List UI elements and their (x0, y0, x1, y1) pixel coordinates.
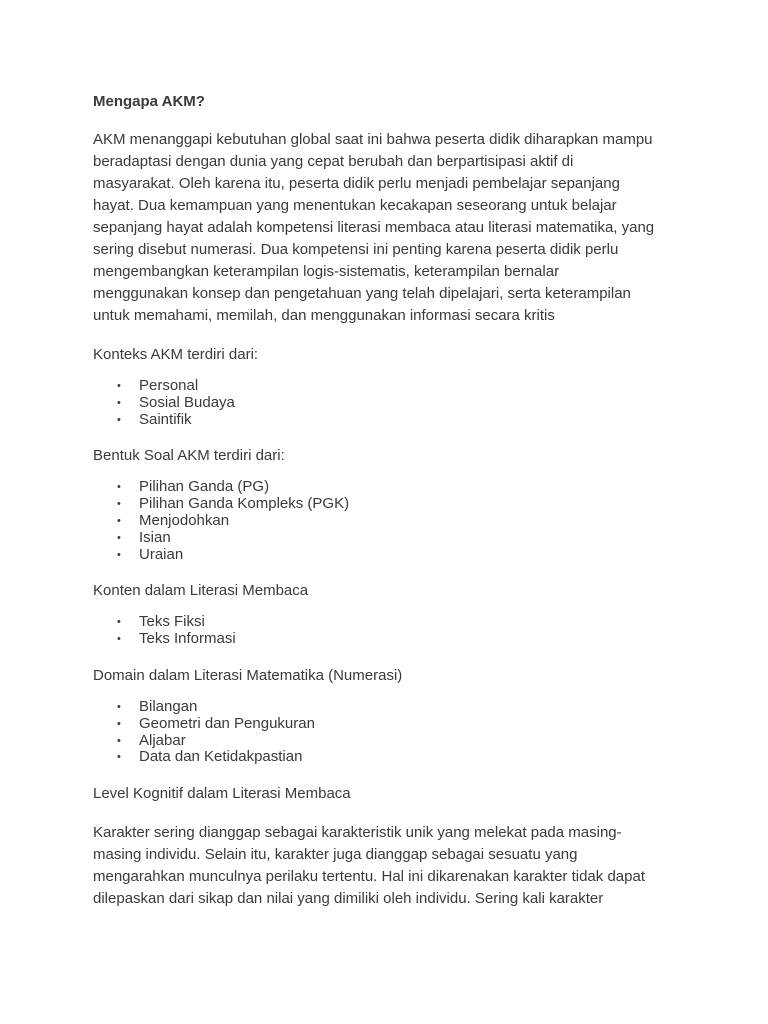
list-item: • Teks Informasi (117, 630, 236, 648)
bullet-icon: • (117, 734, 121, 747)
section-title: Bentuk Soal AKM terdiri dari: (93, 447, 285, 465)
bullet-icon: • (117, 514, 121, 527)
closing-line: mengarahkan munculnya perilaku tertentu. Hal ini dikarenakan karakter tidak dapat (93, 868, 645, 886)
intro-line: sering disebut numerasi. Dua kompetensi ini penting karena peserta didik perlu (93, 241, 619, 258)
document-content (93, 91, 683, 910)
list-item: • Isian (117, 528, 171, 546)
closing-line: Karakter sering dianggap sebagai karakteristik unik yang melekat pada masing- (93, 824, 622, 842)
intro-line: sepanjang hayat adalah kompetensi literasi membaca atau literasi matematika, yang (93, 219, 655, 236)
closing-line: dilepaskan dari sikap dan nilai yang dimiliki oleh individu. Sering kali karakter (93, 890, 604, 908)
intro-line: hayat. Dua kemampuan yang menentukan kecakapan seseorang untuk belajar (93, 197, 617, 214)
section-bentuk-soal (93, 445, 683, 563)
section-title-level-kognitif: Level Kognitif dalam Literasi Membaca (93, 785, 351, 803)
bullet-list (93, 378, 683, 428)
list-item: • Saintifik (117, 410, 192, 428)
section-konten-literasi (93, 580, 683, 648)
list-item: • Pilihan Ganda (PG) (117, 478, 270, 496)
closing-line: masing individu. Selain itu, karakter juga dianggap sebagai sesuatu yang (93, 846, 578, 864)
list-item: • Teks Fiksi (117, 613, 205, 631)
bullet-list (93, 479, 683, 563)
intro-line: mengembangkan keterampilan logis-sistematis, keterampilan bernalar (93, 263, 560, 280)
intro-line: beradaptasi dengan dunia yang cepat berubah dan berpartisipasi aktif di (93, 153, 574, 170)
intro-line: untuk memahami, memilah, dan menggunakan informasi secara kritis (93, 307, 555, 324)
page-title: Mengapa AKM? (93, 93, 205, 110)
intro-line: menggunakan konsep dan pengetahuan yang telah dipelajari, serta keterampilan (93, 285, 631, 302)
intro-line: masyarakat. Oleh karena itu, peserta didik perlu menjadi pembelajar sepanjang (93, 175, 620, 192)
bullet-icon: • (117, 531, 121, 544)
list-item: • Bilangan (117, 697, 198, 715)
section-title: Konteks AKM terdiri dari: (93, 346, 259, 363)
list-item: • Geometri dan Pengukuran (117, 714, 315, 732)
bullet-list (93, 699, 683, 766)
bullet-icon: • (117, 396, 121, 409)
list-item: • Uraian (117, 545, 184, 563)
section-title: Konten dalam Literasi Membaca (93, 582, 309, 600)
list-item: • Personal (117, 377, 199, 394)
list-item: • Sosial Budaya (117, 393, 235, 411)
bullet-icon: • (117, 548, 121, 561)
list-item: • Data dan Ketidakpastian (117, 748, 303, 766)
bullet-icon: • (117, 498, 121, 511)
list-item: • Aljabar (117, 731, 186, 749)
bullet-icon: • (117, 616, 121, 629)
intro-paragraph (93, 129, 683, 327)
closing-paragraph (93, 822, 683, 910)
section-konteks (93, 344, 683, 428)
section-title: Domain dalam Literasi Matematika (Numerasi) (93, 666, 403, 684)
list-item: • Pilihan Ganda Kompleks (PGK) (117, 495, 350, 513)
section-domain-numerasi (93, 665, 683, 766)
bullet-icon: • (117, 380, 121, 392)
intro-line: AKM menanggapi kebutuhan global saat ini bahwa peserta didik diharapkan mampu (93, 131, 653, 148)
bullet-icon: • (117, 717, 121, 730)
bullet-icon: • (117, 751, 121, 764)
bullet-icon: • (117, 413, 121, 426)
list-item: • Menjodohkan (117, 511, 230, 529)
bullet-icon: • (117, 633, 121, 646)
bullet-list (93, 614, 683, 648)
bullet-icon: • (117, 481, 121, 494)
bullet-icon: • (117, 700, 121, 713)
